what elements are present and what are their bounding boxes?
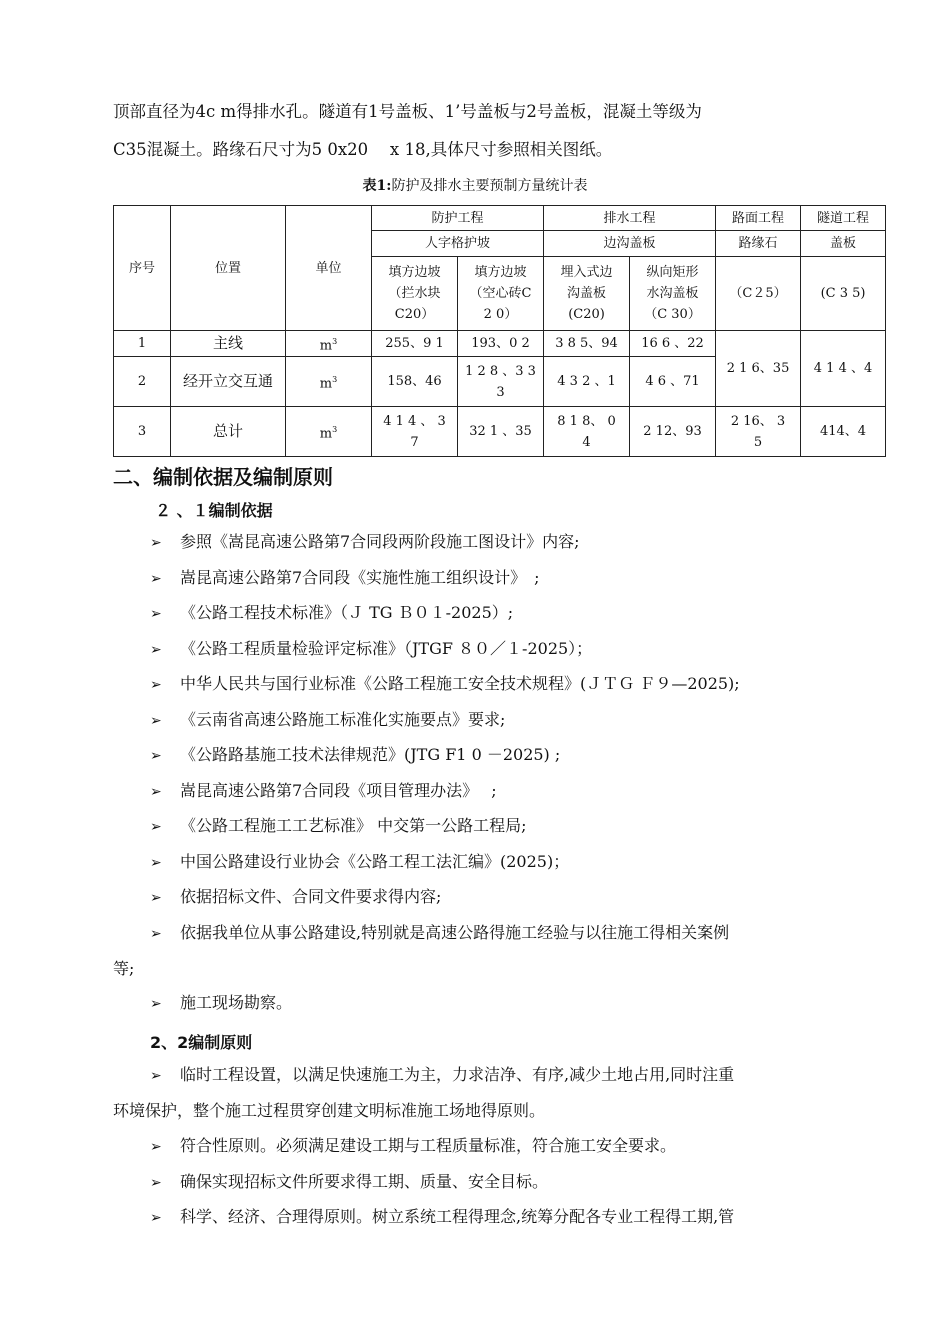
cell-line: 水沟盖板 <box>646 286 699 301</box>
bullet-icon: ➢ <box>150 926 162 942</box>
cell-line: 2 0） <box>483 307 518 322</box>
list-item-text: 《公路工程施工工艺标准》 中交第一公路工程局; <box>180 816 527 835</box>
header-ditch-cover: 边沟盖板 <box>544 231 716 257</box>
list-item <box>150 816 526 837</box>
cell-value: 414、4 <box>801 407 886 457</box>
list-item-text: 《公路工程质量检验评定标准》（JTGF ８０／１-2025）； <box>180 639 593 658</box>
list-item <box>150 781 497 802</box>
intro-line-2: C35混凝土。路缘石尺寸为5 0x20 x 18,具体尺寸参照相关图纸。 <box>113 140 613 159</box>
cell-unit <box>286 407 372 457</box>
table-caption-text: 防护及排水主要预制方量统计表 <box>391 178 588 194</box>
bullet-icon: ➢ <box>150 1210 162 1226</box>
cell-location: 主线 <box>171 331 286 357</box>
cell-curb-merged: 2 1 6、35 <box>716 331 801 407</box>
cell-value: 32 1 、35 <box>458 407 544 457</box>
cell-location: 总计 <box>171 407 286 457</box>
list-item <box>150 1207 734 1228</box>
list-item <box>150 923 729 944</box>
list-item-text: 施工现场勘察。 <box>180 993 293 1012</box>
header-buried-ditch <box>544 257 630 331</box>
cell-line: 7 <box>410 434 419 450</box>
list-item-text: 嵩昆高速公路第7合同段《项目管理办法》 ; <box>180 781 497 800</box>
intro-line-1: 顶部直径为4c m得排水孔。隧道有1号盖板、1’号盖板与2号盖板，混凝土等级为 <box>113 102 702 121</box>
section-2-title: 二、编制依据及编制原则 <box>113 465 333 489</box>
bullet-icon: ➢ <box>150 1175 162 1191</box>
table-row <box>114 331 886 357</box>
cell-line: 填方边坡 <box>388 265 441 280</box>
cell-line: 沟盖板 <box>567 286 607 301</box>
header-c25: （C２5） <box>716 257 801 331</box>
list-item-text: 符合性原则。必须满足建设工期与工程质量标准，符合施工安全要求。 <box>180 1136 677 1155</box>
cell-line: 1 2 8 、3 3 <box>465 363 536 379</box>
cell-value <box>544 407 630 457</box>
header-c35: (C 3 5) <box>801 257 886 331</box>
bullet-icon: ➢ <box>150 606 162 622</box>
unit-sup: 3 <box>332 375 338 385</box>
list-item-text: 临时工程设置，以满足快速施工为主，力求洁净、有序,减少土地占用,同时注重 <box>180 1065 735 1084</box>
list-item <box>150 887 441 908</box>
bullet-icon: ➢ <box>150 642 162 658</box>
list-item-text: 《公路路基施工技术法律规范》(JTG F1 0 －2025) ; <box>180 745 561 764</box>
list-item <box>150 674 740 695</box>
list-item-text: 科学、经济、合理得原则。树立系统工程得理念,统筹分配各专业工程得工期,管 <box>180 1207 735 1226</box>
list-item-continuation: 等; <box>113 959 135 978</box>
cell-value: 193、0 2 <box>458 331 544 357</box>
header-drainage: 排水工程 <box>544 206 716 231</box>
list-item-text: 参照《嵩昆高速公路第7合同段两阶段施工图设计》内容; <box>180 532 580 551</box>
unit-sup: 3 <box>332 337 338 346</box>
cell-value: 16 6 、22 <box>630 331 716 357</box>
list-item-text: 确保实现招标文件所要求得工期、质量、安全目标。 <box>180 1172 549 1191</box>
list-item <box>150 1136 676 1157</box>
cell-line: 填方边坡 <box>474 265 527 280</box>
bullet-icon: ➢ <box>150 890 162 906</box>
cell-value: 3 8 5、94 <box>544 331 630 357</box>
list-item <box>150 852 569 873</box>
cell-line: 3 <box>496 384 505 400</box>
cell-line: 4 <box>582 434 591 450</box>
list-item <box>150 532 580 553</box>
cell-location: 经开立交互通 <box>171 357 286 407</box>
header-unit: 单位 <box>286 206 372 331</box>
cell-value: 4 6 、71 <box>630 357 716 407</box>
cell-value: 158、46 <box>372 357 458 407</box>
header-tunnel: 隧道工程 <box>801 206 886 231</box>
list-item-text: 依据招标文件、合同文件要求得内容; <box>180 887 442 906</box>
cell-line: （空心砖C <box>469 286 532 301</box>
list-item <box>150 639 592 660</box>
cell-unit <box>286 357 372 407</box>
header-herringbone: 人字格护坡 <box>372 231 544 257</box>
unit-text: m <box>319 426 333 442</box>
cell-value: 2 12、93 <box>630 407 716 457</box>
cell-value <box>458 357 544 407</box>
unit-text: m <box>319 338 333 354</box>
cell-line: （拦水块 <box>388 286 441 301</box>
header-fill-slope-1 <box>372 257 458 331</box>
header-location: 位置 <box>171 206 286 331</box>
cell-value <box>716 407 801 457</box>
list-item <box>150 1065 734 1086</box>
subsection-basis-title: ２ 、１编制依据 <box>155 501 273 520</box>
list-item-text: 中国公路建设行业协会《公路工程工法汇编》(2025)； <box>180 852 570 871</box>
table-caption <box>0 175 950 195</box>
cell-line: (C20) <box>568 307 605 322</box>
list-item-text: 嵩昆高速公路第7合同段《实施性施工组织设计》 ; <box>180 568 540 587</box>
cell-line: （C 30） <box>644 307 701 322</box>
bullet-icon: ➢ <box>150 819 162 835</box>
header-protection: 防护工程 <box>372 206 544 231</box>
table-caption-label: 表1: <box>362 178 392 194</box>
list-item-text: 《公路工程技术标准》（Ｊ TG Ｂ０１-2025）; <box>180 603 514 622</box>
unit-text: m <box>319 376 333 392</box>
cell-cover-merged: 4 1 4 、4 <box>801 331 886 407</box>
list-item <box>150 1172 548 1193</box>
bullet-icon: ➢ <box>150 713 162 729</box>
cell-value: 4 3 2 、1 <box>544 357 630 407</box>
cell-line: C20） <box>394 307 435 322</box>
bullet-icon: ➢ <box>150 535 162 551</box>
header-seq: 序号 <box>114 206 171 331</box>
cell-seq: 1 <box>114 331 171 357</box>
cell-value: 255、9 1 <box>372 331 458 357</box>
list-item-continuation: 环境保护，整个施工过程贯穿创建文明标准施工场地得原则。 <box>113 1101 546 1120</box>
list-item <box>150 603 513 624</box>
bullet-icon: ➢ <box>150 1139 162 1155</box>
header-longitudinal-ditch <box>630 257 716 331</box>
bullet-icon: ➢ <box>150 996 162 1012</box>
bullet-icon: ➢ <box>150 1068 162 1084</box>
cell-line: 4 1 4 、 3 <box>383 413 446 429</box>
cell-line: 纵向矩形 <box>646 265 699 280</box>
cell-value <box>372 407 458 457</box>
bullet-icon: ➢ <box>150 748 162 764</box>
unit-sup: 3 <box>332 425 338 435</box>
cell-unit <box>286 331 372 357</box>
list-item <box>150 710 505 731</box>
cell-line: 8 1 8、 0 <box>557 413 616 429</box>
list-item <box>150 568 540 589</box>
list-item-text: 依据我单位从事公路建设,特别就是高速公路得施工经验与以往施工得相关案例 <box>180 923 730 942</box>
header-pavement: 路面工程 <box>716 206 801 231</box>
list-item <box>150 745 560 766</box>
cell-line: 2 16、 3 <box>730 413 786 429</box>
list-item <box>150 993 292 1014</box>
cell-seq: 2 <box>114 357 171 407</box>
header-cover: 盖板 <box>801 231 886 257</box>
list-item-text: 《云南省高速公路施工标准化实施要点》要求; <box>180 710 506 729</box>
subsection-principles-title: 2、2编制原则 <box>150 1033 253 1052</box>
bullet-icon: ➢ <box>150 784 162 800</box>
precast-volume-table <box>113 205 886 457</box>
list-item-text: 中华人民共与国行业标准《公路工程施工安全技术规程》(ＪＴＧ Ｆ９—2025); <box>180 674 740 693</box>
header-fill-slope-2 <box>458 257 544 331</box>
cell-line: 5 <box>753 434 763 450</box>
table-row <box>114 407 886 457</box>
header-curb: 路缘石 <box>716 231 801 257</box>
cell-line: 埋入式边 <box>560 265 613 280</box>
bullet-icon: ➢ <box>150 677 162 693</box>
bullet-icon: ➢ <box>150 855 162 871</box>
cell-seq: 3 <box>114 407 171 457</box>
bullet-icon: ➢ <box>150 571 162 587</box>
